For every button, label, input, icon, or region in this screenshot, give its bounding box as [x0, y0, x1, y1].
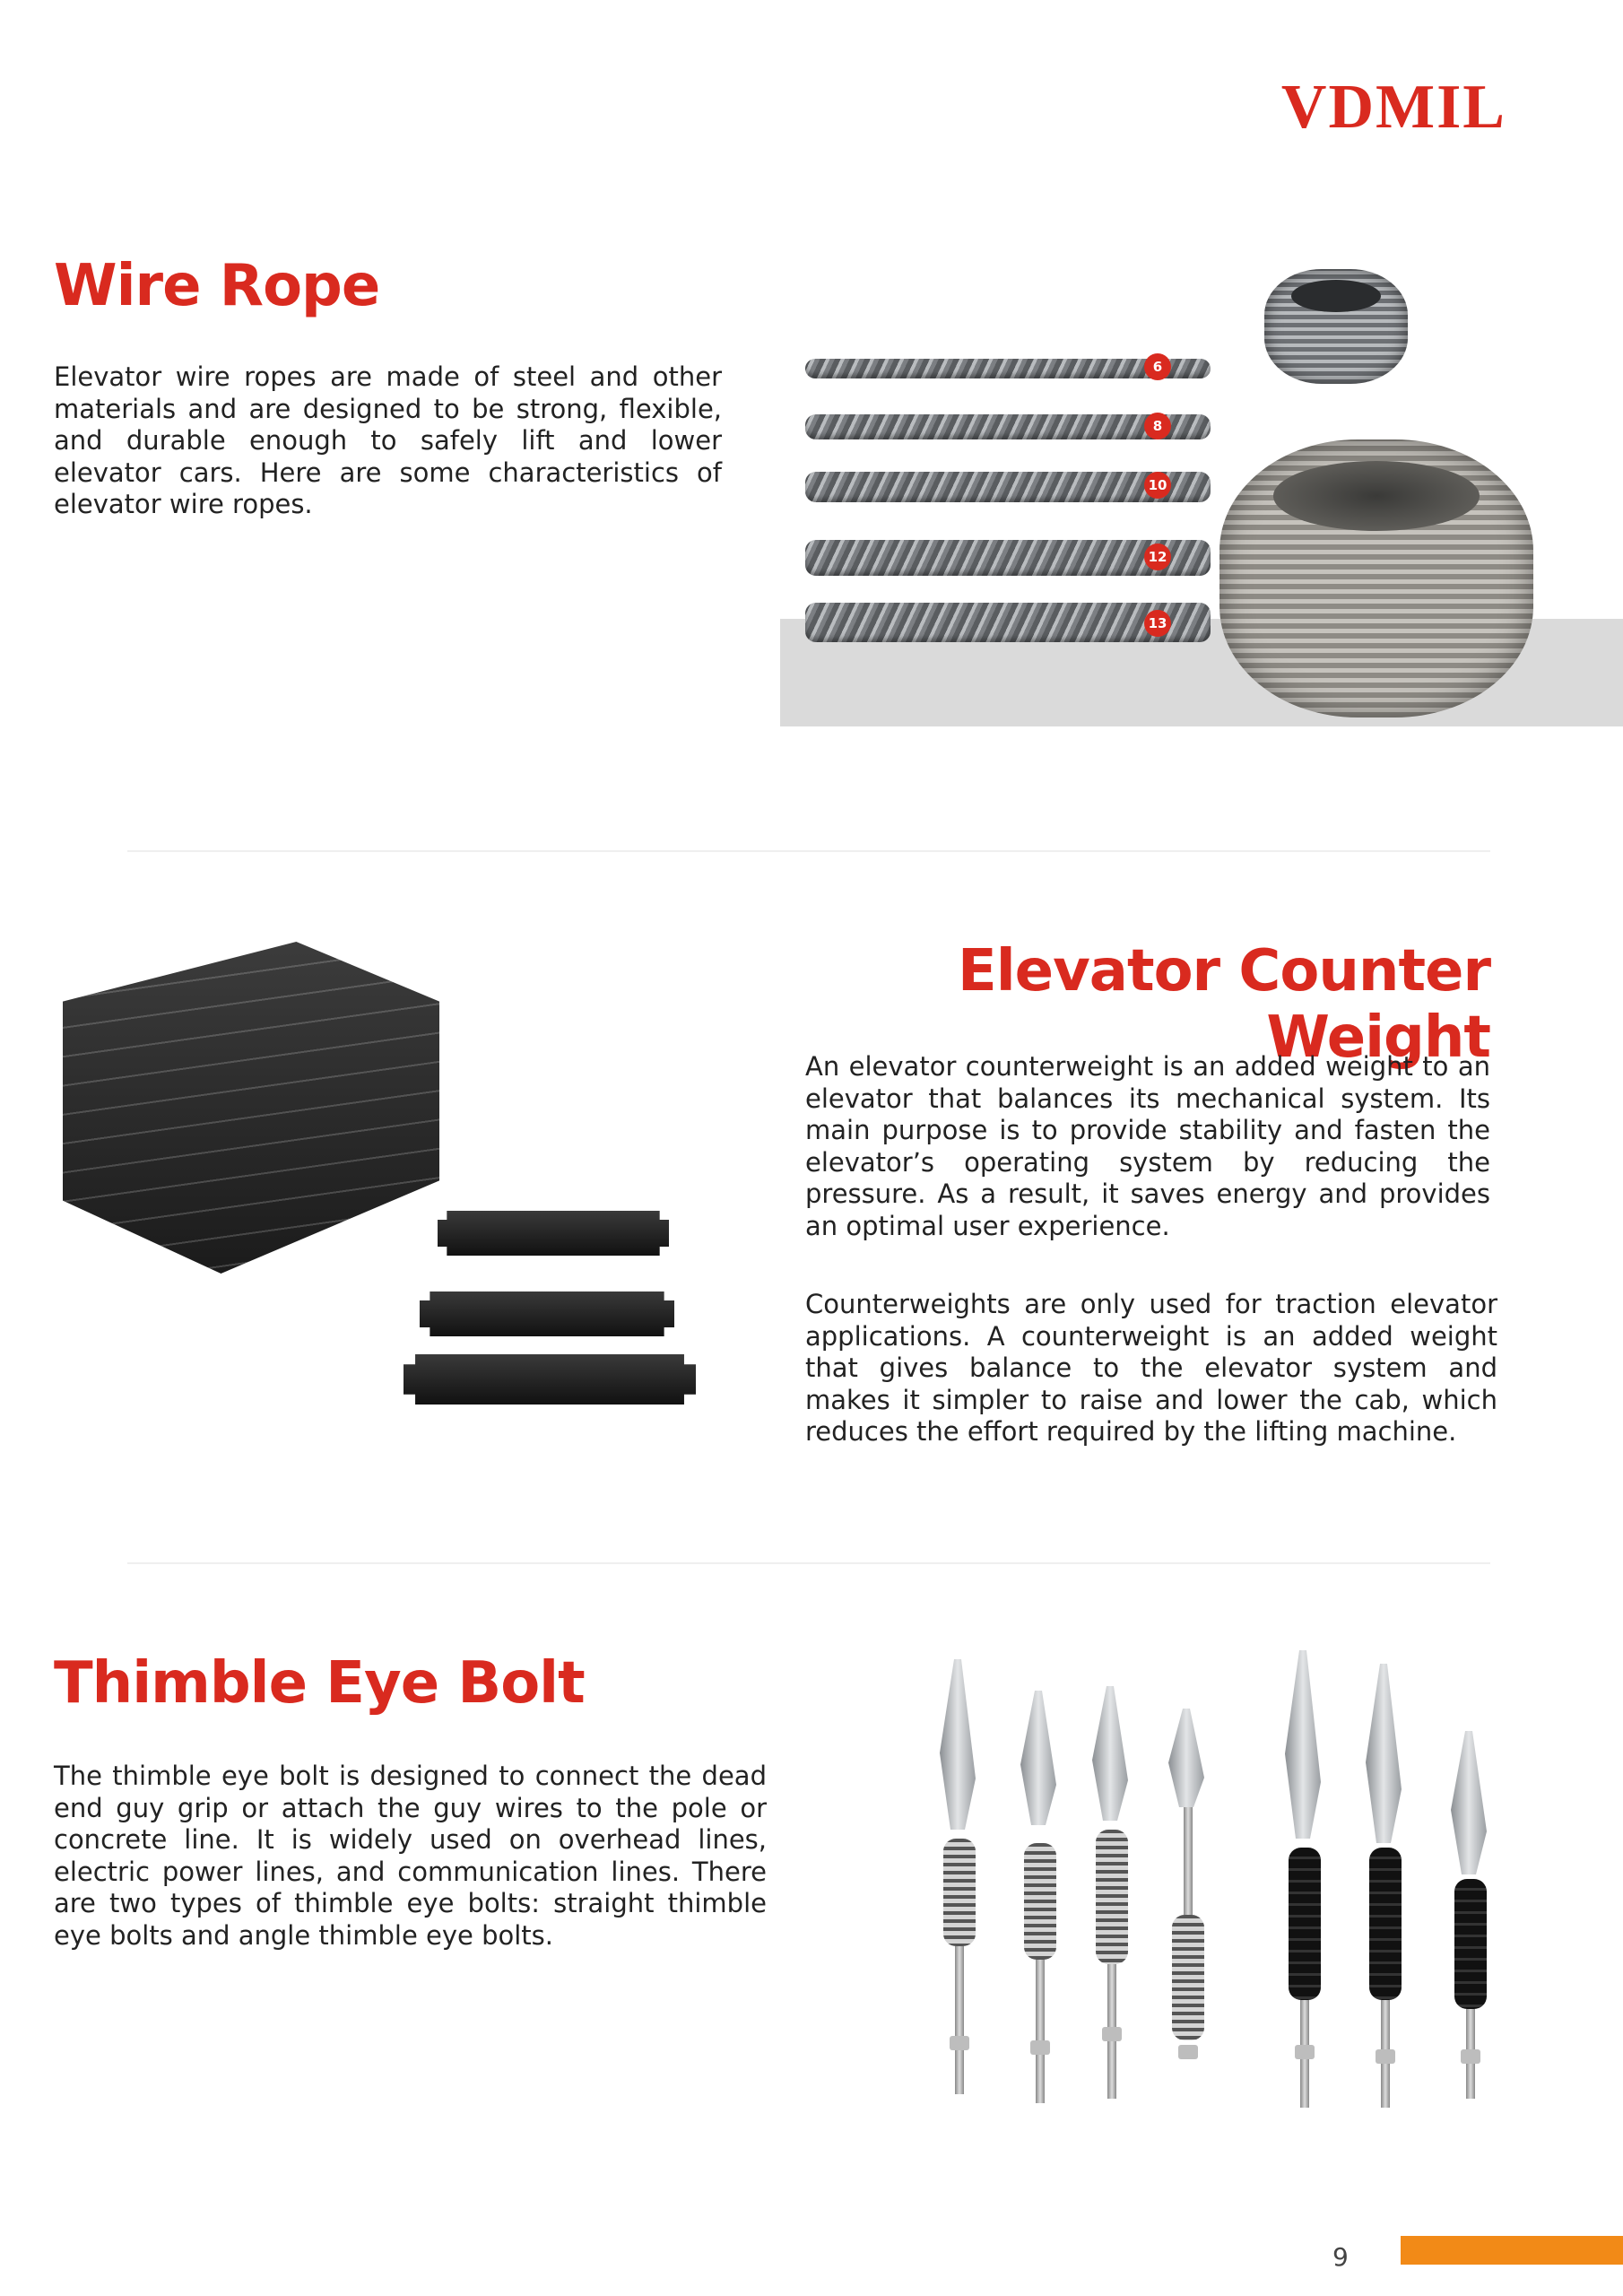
- thimble-eye-bolt-image: [915, 1650, 1542, 2117]
- bolt-thimble: [1168, 1709, 1204, 1807]
- straight-eye-bolt: [1161, 1709, 1215, 2067]
- brand-logo: VDMIL: [1280, 73, 1506, 142]
- bolt-rod: [955, 1946, 964, 2094]
- bolt-thimble: [1092, 1686, 1128, 1821]
- straight-eye-bolt: [1085, 1686, 1139, 2099]
- bolt-thimble: [1020, 1691, 1056, 1825]
- bolt-insulator: [1454, 1879, 1487, 2009]
- bolt-spring: [1096, 1830, 1128, 1964]
- counterweight-paragraph-2: Counterweights are only used for traction elevator applications. A counterweight is an added weight that gives balance to the elevator system and makes it simpler to raise and lower the cab, which reduces the effort required by the lifting machine.: [805, 1289, 1497, 1447]
- straight-eye-bolt: [933, 1659, 986, 2099]
- wire-rope-image: [780, 260, 1623, 726]
- small-rope-coil: [1264, 269, 1408, 384]
- counterweight-plate: [420, 1292, 674, 1336]
- counterweight-heading: Elevator Counter Weight: [958, 938, 1490, 1071]
- bolt-nut: [1376, 2049, 1395, 2064]
- bolt-rod: [1036, 1960, 1045, 2103]
- counterweight-plate: [438, 1211, 669, 1256]
- rope-size-label: 13: [1144, 610, 1171, 637]
- rope-size-label: 10: [1144, 472, 1171, 499]
- bolt-thimble: [1285, 1650, 1321, 1839]
- bolt-thimble: [940, 1659, 976, 1830]
- counterweight-paragraph-1: An elevator counterweight is an added weight to an elevator that balances its mechanical system. Its main purpose is to provide stability and fasten the elevator’s operating system by reducing the pressure. As a result, it saves energy and provides an optimal user experience.: [805, 1051, 1490, 1241]
- bolt-thimble: [1366, 1664, 1402, 1843]
- rope-size-label: 12: [1144, 544, 1171, 570]
- angle-eye-bolt: [1358, 1664, 1412, 2112]
- bolt-rod: [1184, 1807, 1193, 1915]
- bolt-spring: [943, 1839, 976, 1946]
- wire-rope-heading: Wire Rope: [54, 253, 380, 319]
- angle-eye-bolt: [1278, 1650, 1332, 2117]
- bolt-spring: [1172, 1915, 1204, 2040]
- rope-size-label: 6: [1144, 353, 1171, 380]
- bolt-nut: [1030, 2040, 1050, 2055]
- thimble-eye-bolt-description: The thimble eye bolt is designed to connect the dead end guy grip or attach the guy wires to the pole or concrete line. It is widely used on overhead lines, electric power lines, and communication lines. There are two types of thimble eye bolts: straight thimble eye bolts and angle thimble eye bolts.: [54, 1761, 767, 1951]
- counterweight-plate: [404, 1354, 696, 1405]
- bolt-insulator: [1289, 1848, 1321, 2000]
- rope-size-label: 8: [1144, 413, 1171, 439]
- counterweight-stack-edges: [63, 942, 439, 1274]
- bolt-nut: [950, 2036, 969, 2050]
- counterweight-image: [54, 924, 717, 1426]
- bolt-spring: [1024, 1843, 1056, 1960]
- bolt-nut: [1295, 2045, 1315, 2059]
- thimble-eye-bolt-heading: Thimble Eye Bolt: [54, 1650, 585, 1717]
- bolt-nut: [1178, 2045, 1198, 2059]
- angle-eye-bolt: [1444, 1731, 1497, 2108]
- straight-eye-bolt: [1013, 1691, 1067, 2103]
- bolt-thimble: [1451, 1731, 1487, 1874]
- large-rope-coil: [1219, 439, 1533, 718]
- bolt-nut: [1102, 2027, 1122, 2041]
- wire-rope-description: Elevator wire ropes are made of steel and other materials and are designed to be strong, flexible, and durable enough to safely lift and lower elevator cars. Here are some characteristics of elevator wire ropes.: [54, 361, 722, 519]
- section-divider: [127, 1562, 1490, 1564]
- bolt-nut: [1461, 2049, 1480, 2064]
- page-accent-bar: [1401, 2236, 1623, 2265]
- bolt-insulator: [1369, 1848, 1402, 2000]
- section-divider: [127, 850, 1490, 852]
- page-number: 9: [1332, 2242, 1349, 2272]
